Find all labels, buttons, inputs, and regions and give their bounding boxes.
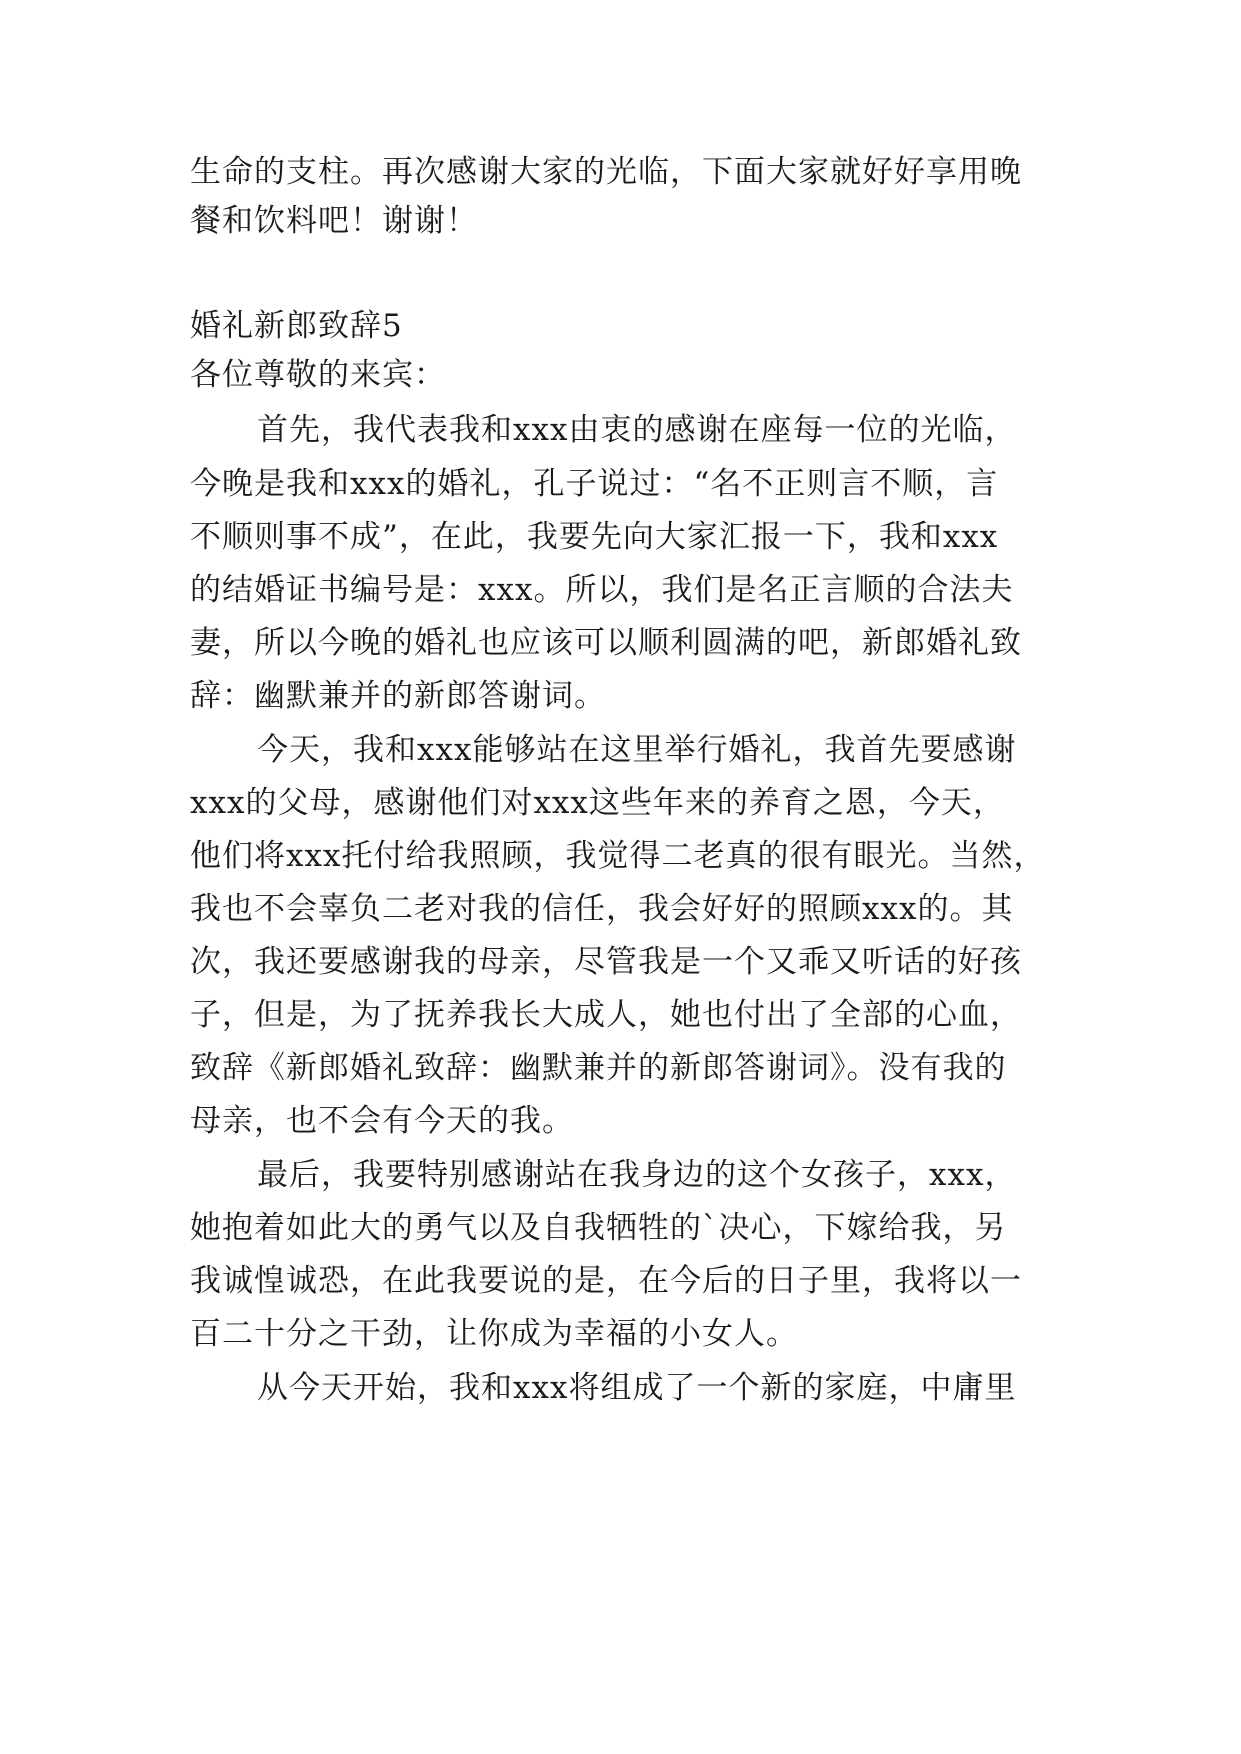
text-line: 餐和饮料吧！谢谢！ [190,203,478,239]
text-line: 妻，所以今晚的婚礼也应该可以顺利圆满的吧，新郎婚礼致 [190,625,1022,661]
text-line: 最后，我要特别感谢站在我身边的这个女孩子，xxx， [257,1157,1017,1193]
text-line: 百二十分之干劲，让你成为幸福的小女人。 [190,1316,798,1352]
salutation: 各位尊敬的来宾： [190,357,446,393]
text-line: 不顺则事不成”，在此，我要先向大家汇报一下，我和xxx [190,519,999,555]
text-line: 生命的支柱。再次感谢大家的光临，下面大家就好好享用晚 [190,154,1022,190]
text-line: 子，但是，为了抚养我长大成人，她也付出了全部的心血， [190,997,1022,1033]
text-line: 他们将xxx托付给我照顾，我觉得二老真的很有眼光。当然， [190,838,1046,874]
text-line: 辞：幽默兼并的新郎答谢词。 [190,678,606,714]
text-line: 母亲，也不会有今天的我。 [190,1103,574,1139]
text-line: 我也不会辜负二老对我的信任，我会好好的照顾xxx的。其 [190,891,1014,927]
text-line: 致辞《新郎婚礼致辞：幽默兼并的新郎答谢词》。没有我的 [190,1050,1007,1086]
text-line: 次，我还要感谢我的母亲，尽管我是一个又乖又听话的好孩 [190,944,1022,980]
text-line: 首先，我代表我和xxx由衷的感谢在座每一位的光临， [257,412,1017,448]
text-line: 她抱着如此大的勇气以及自我牺牲的`决心，下嫁给我，另 [190,1210,1007,1246]
text-line: 今晚是我和xxx的婚礼，孔子说过：“名不正则言不顺，言 [190,466,999,502]
text-line: 从今天开始，我和xxx将组成了一个新的家庭，中庸里 [257,1370,1017,1406]
section-title: 婚礼新郎致辞5 [190,308,403,344]
text-line: 的结婚证书编号是：xxx。所以，我们是名正言顺的合法夫 [190,572,1014,608]
text-line: 今天，我和xxx能够站在这里举行婚礼，我首先要感谢 [257,732,1017,768]
text-line: 我诚惶诚恐，在此我要说的是，在今后的日子里，我将以一 [190,1263,1022,1299]
text-line: xxx的父母，感谢他们对xxx这些年来的养育之恩，今天， [190,785,1005,821]
